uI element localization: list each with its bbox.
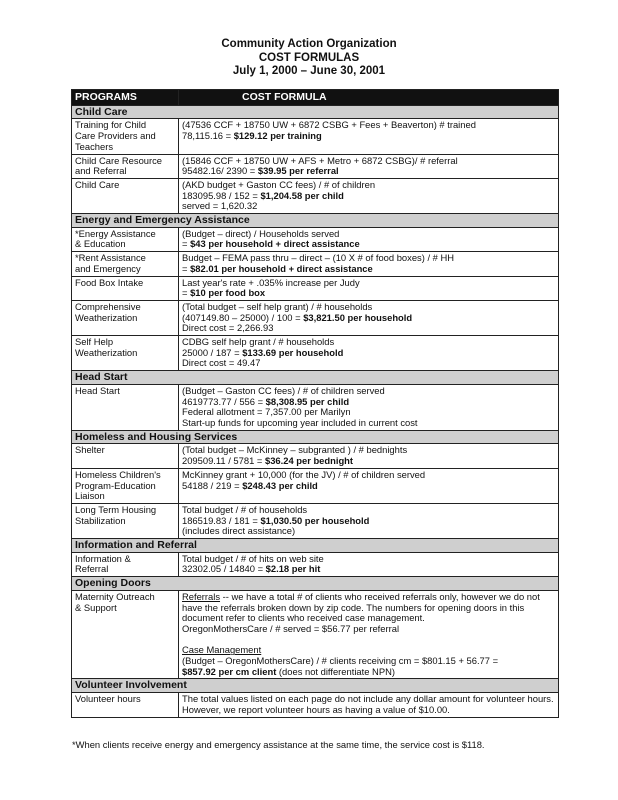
cost-formula-table bbox=[71, 89, 559, 718]
formula-text: (includes direct assistance) bbox=[182, 525, 296, 537]
formula-text: Direct cost = 49.47 bbox=[182, 357, 261, 369]
table-row bbox=[72, 444, 559, 468]
text-line: & Education bbox=[75, 238, 126, 250]
text-line: Referral bbox=[75, 563, 109, 575]
text-line: Food Box Intake bbox=[75, 276, 144, 288]
table-row bbox=[72, 503, 559, 538]
formula-text: 95482.16/ 2390 = bbox=[182, 165, 258, 177]
text-line: The total values listed on each page do not include any dollar amount for volunteer hours. However, we report volunteer hours as having a value of $10.00. bbox=[182, 693, 554, 715]
text-line: Homeless Children's bbox=[75, 468, 161, 480]
case-result-line bbox=[182, 667, 555, 678]
formula-text: (Total budget – self help grant) / # households bbox=[182, 300, 373, 312]
document-header bbox=[0, 38, 618, 79]
formula-text: Federal allotment = 7,357.00 per Marilyn bbox=[182, 406, 351, 418]
cost-formula bbox=[179, 552, 559, 576]
program-name bbox=[72, 693, 179, 717]
date-range: July 1, 2000 – June 30, 2001 bbox=[232, 65, 386, 77]
section-title: Volunteer Involvement bbox=[72, 679, 559, 693]
program-name bbox=[72, 590, 179, 679]
cost-formula bbox=[179, 119, 559, 154]
section-header bbox=[72, 371, 559, 385]
formula-text: (Total budget – McKinney – subgranted ) / # bednights bbox=[182, 444, 408, 456]
formula-text: 25000 / 187 = bbox=[182, 346, 243, 358]
text-line: Comprehensive bbox=[75, 300, 141, 312]
table-row bbox=[72, 227, 559, 251]
formula-text: Total budget / # of households bbox=[182, 503, 308, 515]
formula-line bbox=[182, 526, 555, 537]
text-line: Self Help bbox=[75, 336, 114, 348]
formula-text: 4619773.77 / 556 = bbox=[182, 395, 266, 407]
referrals-label: Referrals bbox=[182, 590, 221, 602]
referrals-paragraph bbox=[182, 592, 555, 624]
formula-text: (Budget – Gaston CC fees) / # of children served bbox=[182, 384, 385, 396]
text-line: Case Management bbox=[182, 644, 262, 656]
program-name bbox=[72, 252, 179, 276]
table-row bbox=[72, 178, 559, 213]
cost-formula bbox=[179, 178, 559, 213]
formula-line bbox=[182, 131, 555, 142]
cost-formula bbox=[179, 227, 559, 251]
text-line: Volunteer hours bbox=[75, 693, 141, 705]
section-title: Information and Referral bbox=[72, 539, 559, 553]
formula-text: = bbox=[182, 262, 191, 274]
section-header bbox=[72, 539, 559, 553]
cost-result: $36.24 per bednight bbox=[264, 455, 354, 467]
formula-text: = bbox=[182, 238, 191, 250]
formula-text: = bbox=[182, 287, 191, 299]
formula-line bbox=[182, 418, 555, 429]
cost-formula bbox=[179, 503, 559, 538]
formula-text: Last year's rate + .035% increase per Judy bbox=[182, 276, 360, 288]
text-line: (Budget – OregonMothersCare) / # clients receiving cm = $801.15 + 56.77 = bbox=[182, 655, 499, 667]
formula-text: (Budget – direct) / Households served bbox=[182, 227, 340, 239]
formula-line bbox=[182, 288, 555, 299]
text-line: Weatherization bbox=[75, 346, 138, 358]
section-title: Energy and Emergency Assistance bbox=[72, 214, 559, 228]
section-title: Head Start bbox=[72, 371, 559, 385]
cost-result: $1,204.58 per child bbox=[260, 189, 344, 201]
text-line: Teachers bbox=[75, 140, 114, 152]
text-line: Liaison bbox=[75, 490, 105, 502]
text-line: OregonMothersCare / # served = $56.77 per referral bbox=[182, 622, 400, 634]
text-line: Program-Education bbox=[75, 479, 156, 491]
formula-text: Budget – FEMA pass thru – direct – (10 X # of food boxes) / # HH bbox=[182, 252, 455, 264]
cost-formula bbox=[179, 276, 559, 300]
formula-text: Start-up funds for upcoming year included in current cost bbox=[182, 416, 418, 428]
table-row bbox=[72, 252, 559, 276]
text-line: Head Start bbox=[75, 384, 120, 396]
referrals-text: -- we have a total # of clients who received referrals only, however we do not have the referrals broken down by zip code. The numbers for opening doors in this document refer to clients who received case management. bbox=[182, 590, 540, 624]
table-row bbox=[72, 468, 559, 503]
formula-text: (15846 CCF + 18750 UW + AFS + Metro + 6872 CSBG)/ # referral bbox=[182, 154, 458, 166]
cost-formula bbox=[179, 384, 559, 430]
section-header bbox=[72, 214, 559, 228]
table-row bbox=[72, 552, 559, 576]
table-row bbox=[72, 300, 559, 335]
cost-result: $8,308.95 per child bbox=[265, 395, 350, 407]
table-row bbox=[72, 336, 559, 371]
text-line: Shelter bbox=[75, 444, 105, 456]
cost-result: $43 per household + direct assistance bbox=[190, 238, 360, 250]
table-row bbox=[72, 590, 559, 679]
formula-text: 54188 / 219 = bbox=[182, 479, 243, 491]
text-line: and Referral bbox=[75, 165, 127, 177]
text-line: Information & bbox=[75, 552, 131, 564]
table-row bbox=[72, 384, 559, 430]
formula-text: Total budget / # of hits on web site bbox=[182, 552, 324, 564]
text-line: & Support bbox=[75, 601, 117, 613]
section-header bbox=[72, 105, 559, 119]
table-row bbox=[72, 276, 559, 300]
cost-result: $2.18 per hit bbox=[265, 563, 321, 575]
formula-line bbox=[182, 166, 555, 177]
text-line: Child Care bbox=[75, 178, 120, 190]
text-line: Maternity Outreach bbox=[75, 590, 155, 602]
program-name bbox=[72, 503, 179, 538]
program-name bbox=[72, 227, 179, 251]
org-name: Community Action Organization bbox=[221, 38, 397, 50]
footnote: *When clients receive energy and emergency assistance at the same time, the service cost is $118. bbox=[72, 739, 485, 750]
cost-formula bbox=[179, 468, 559, 503]
table-row bbox=[72, 693, 559, 717]
formula-text: 183095.98 / 152 = bbox=[182, 189, 261, 201]
table-header-row bbox=[72, 90, 559, 106]
section-title: Opening Doors bbox=[72, 577, 559, 591]
cost-result: $129.12 per training bbox=[233, 130, 322, 142]
text-line: *Energy Assistance bbox=[75, 227, 156, 239]
formula-text: 32302.05 / 14840 = bbox=[182, 563, 266, 575]
formula-text: (47536 CCF + 18750 UW + 6872 CSBG + Fees + Beaverton) # trained bbox=[182, 119, 476, 131]
text-line: Long Term Housing bbox=[75, 503, 157, 515]
cost-formula bbox=[179, 693, 559, 717]
section-header bbox=[72, 430, 559, 444]
formula-line bbox=[182, 358, 555, 369]
text-line: Stabilization bbox=[75, 514, 126, 526]
formula-line bbox=[182, 481, 555, 492]
cost-result: $133.69 per household bbox=[242, 346, 344, 358]
program-name bbox=[72, 178, 179, 213]
text-line: Weatherization bbox=[75, 311, 138, 323]
cost-formula bbox=[179, 336, 559, 371]
cost-result: $3,821.50 per household bbox=[303, 311, 413, 323]
table-row bbox=[72, 154, 559, 178]
formula-text: 78,115.16 = bbox=[182, 130, 234, 142]
document-title: COST FORMULAS bbox=[258, 51, 360, 64]
formula-text: served = 1,620.32 bbox=[182, 200, 258, 212]
table-row bbox=[72, 119, 559, 154]
text-line: *Rent Assistance bbox=[75, 252, 146, 264]
section-header bbox=[72, 679, 559, 693]
section-title: Homeless and Housing Services bbox=[72, 430, 559, 444]
text-line: and Emergency bbox=[75, 262, 141, 274]
program-name bbox=[72, 384, 179, 430]
programs-column-header: PROGRAMS bbox=[72, 90, 179, 106]
cost-formula bbox=[179, 444, 559, 468]
program-name bbox=[72, 276, 179, 300]
program-name bbox=[72, 300, 179, 335]
program-name bbox=[72, 468, 179, 503]
program-name bbox=[72, 444, 179, 468]
formula-text: (AKD budget + Gaston CC fees) / # of children bbox=[182, 178, 376, 190]
cost-result: $10 per food box bbox=[190, 287, 266, 299]
formula-text: (407149.80 – 25000) / 100 = bbox=[182, 311, 304, 323]
text-line: Care Providers and bbox=[75, 130, 156, 142]
cost-result: $39.95 per referral bbox=[257, 165, 339, 177]
section-header bbox=[72, 577, 559, 591]
cost-result: $1,030.50 per household bbox=[260, 514, 370, 526]
formula-text: 186519.83 / 181 = bbox=[182, 514, 261, 526]
formula-line bbox=[182, 239, 555, 250]
cost-formula bbox=[179, 300, 559, 335]
cost-formula bbox=[179, 154, 559, 178]
cost-formula-column-header: COST FORMULA bbox=[179, 90, 559, 106]
program-name bbox=[72, 154, 179, 178]
section-title: Child Care bbox=[72, 105, 559, 119]
formula-line bbox=[182, 201, 555, 212]
program-name bbox=[72, 336, 179, 371]
cost-formula bbox=[179, 252, 559, 276]
text-line: Child Care Resource bbox=[75, 154, 163, 166]
formula-line bbox=[182, 323, 555, 334]
formula-line bbox=[182, 564, 555, 575]
text-line: Training for Child bbox=[75, 119, 147, 131]
formula-line bbox=[182, 456, 555, 467]
cost-result: $248.43 per child bbox=[242, 479, 318, 491]
cost-result: $82.01 per household + direct assistance bbox=[190, 262, 373, 274]
case-note: (does not differentiate NPN) bbox=[276, 665, 395, 677]
cost-formula bbox=[179, 590, 559, 679]
cost-result: $857.92 per cm client bbox=[182, 665, 277, 677]
program-name bbox=[72, 552, 179, 576]
formula-text: Direct cost = 2,266.93 bbox=[182, 322, 274, 334]
formula-text: CDBG self help grant / # households bbox=[182, 336, 335, 348]
formula-text: McKinney grant + 10,000 (for the JV) / # of children served bbox=[182, 468, 426, 480]
program-name bbox=[72, 119, 179, 154]
formula-line bbox=[182, 264, 555, 275]
formula-text: 209509.11 / 5781 = bbox=[182, 455, 265, 467]
